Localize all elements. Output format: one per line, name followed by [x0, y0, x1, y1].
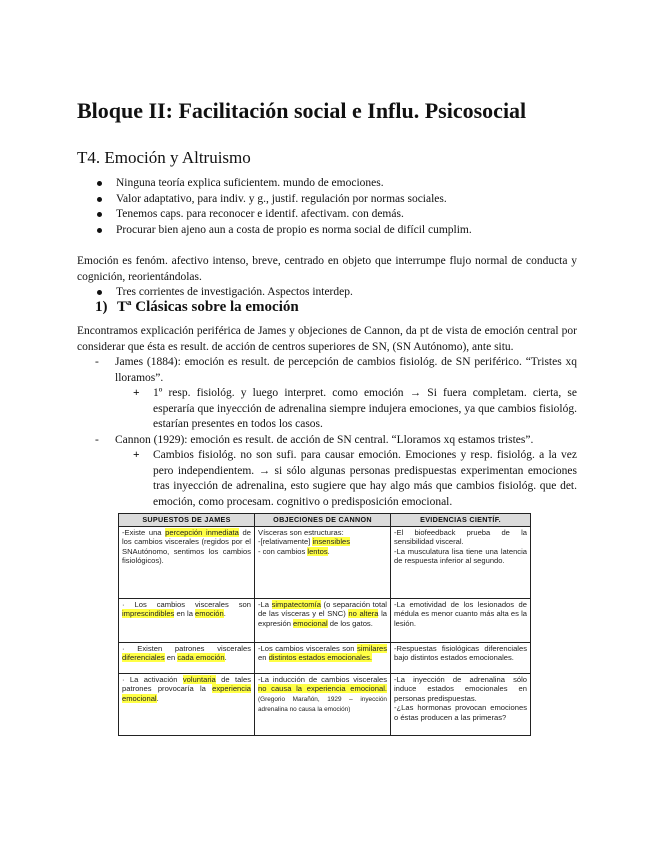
bullet-icon: [97, 181, 102, 186]
table-cell: -El biofeedback prueba de la sensibilidad visceral. -La musculatura lisa tiene una latencia de respuesta inferior al segundo.: [391, 527, 531, 599]
intro-bullet-list: [95, 176, 472, 238]
bullet-icon: [97, 197, 102, 202]
table-row: [119, 599, 531, 643]
bullet-icon: [97, 228, 102, 233]
table-cell: -La inyección de adrenalina sólo induce estados emocionales en personas predispuestas. -¿Las hormonas provocan emociones o éstas producen a las primeras?: [391, 674, 531, 736]
cannon-subitem: + Cambios fisiológ. no son sufi. para causar emoción. Emociones y resp. fisiológ. a la vez pero independientem. → si sólo algunas personas predispuestas experimentan emociones tras inyección de adrenalina, esto sugiere que hay algo más que cambios fisiológ. que det. emoción, como procesam. cognitivo o predisposición emocional.: [133, 449, 577, 508]
james-subitem: + 1º resp. fisiológ. y luego interpret. como emoción → Si fuera completam. cierta, se esperaría que inyección de adrenalina siempre indujera emociones, ya que cambios fisiológ. estarían presentes en todos los casos.: [133, 387, 577, 430]
table-header-row: [119, 514, 531, 527]
dash-marker: -: [95, 434, 99, 446]
section-heading: 1) Tª Clásicas sobre la emoción: [95, 299, 299, 315]
table-cell: · Existen patrones viscerales diferenciales en cada emoción.: [119, 643, 255, 674]
table-cell: · Los cambios viscerales son imprescindibles en la emoción.: [119, 599, 255, 643]
table-cell: -Existe una percepción inmediata de los cambios viscerales (regidos por el SNAutónomo, sentimos los cambios fisiológicos).: [119, 527, 255, 599]
bullet-icon: [97, 290, 102, 295]
table-cell: Vísceras son estructuras: -[relativamente] insensibles - con cambios lentos.: [255, 527, 391, 599]
column-header: EVIDENCIAS CIENTÍF.: [391, 514, 531, 527]
dash-marker: -: [95, 356, 99, 368]
emotion-definition-paragraph: Emoción es fenóm. afectivo intenso, breve, centrado en objeto que interrumpe flujo normal de conducta y cognición, reorientándolas.: [77, 255, 577, 283]
list-item: Tenemos caps. para reconocer e identif. afectivam. con demás.: [95, 207, 472, 223]
column-header: SUPUESTOS DE JAMES: [119, 514, 255, 527]
cannon-item: - Cannon (1929): emoción es result. de acción de SN central. “Lloramos xq estamos tristes”.: [95, 433, 577, 449]
table-cell: -Respuestas fisiológicas diferenciales bajo distintos estados emocionales.: [391, 643, 531, 674]
plus-marker: +: [133, 449, 140, 461]
james-cannon-table: [118, 513, 531, 736]
table-cell: · La activación voluntaria de tales patrones provocaría la experiencia emocional.: [119, 674, 255, 736]
james-item: - James (1884): emoción es result. de percepción de cambios fisiológ. de SN periférico. “Tristes xq lloramos”.: [95, 356, 577, 384]
section-paragraph: Encontramos explicación periférica de James y objeciones de Cannon, da pt de vista de emoción central por considerar que ésta es result. de acción de centros superiores de SN, (SN Autónomo), ante situ.: [77, 325, 577, 353]
list-item: Procurar bien ajeno aun a costa de propio es norma social de difícil cumplim.: [95, 223, 472, 239]
list-item: Ninguna teoría explica suficientem. mundo de emociones.: [95, 176, 472, 192]
list-item: Tres corrientes de investigación. Aspectos interdep.: [95, 285, 353, 301]
table-row: [119, 674, 531, 736]
plus-marker: +: [133, 387, 140, 399]
table-cell: -La emotividad de los lesionados de médula es menor cuanto más alta es la lesión.: [391, 599, 531, 643]
table-row: [119, 643, 531, 674]
table-cell: -La simpatectomía (o separación total de las vísceras y el SNC) no altera la expresión emocional de los gatos.: [255, 599, 391, 643]
topic-title: T4. Emoción y Altruismo: [77, 148, 251, 167]
table-cell: -La inducción de cambios viscerales no causa la experiencia emocional. (Gregorio Marañón, 1929 – inyección adrenalina no causa la emoción): [255, 674, 391, 736]
column-header: OBJECIONES DE CANNON: [255, 514, 391, 527]
page-title: Bloque II: Facilitación social e Influ. Psicosocial: [77, 98, 527, 123]
comparison-table: [118, 513, 530, 735]
list-item: Valor adaptativo, para indiv. y g., justif. regulación por normas sociales.: [95, 192, 472, 208]
table-row: [119, 527, 531, 599]
bullet-icon: [97, 212, 102, 217]
table-cell: -Los cambios viscerales son similares en distintos estados emocionales.: [255, 643, 391, 674]
